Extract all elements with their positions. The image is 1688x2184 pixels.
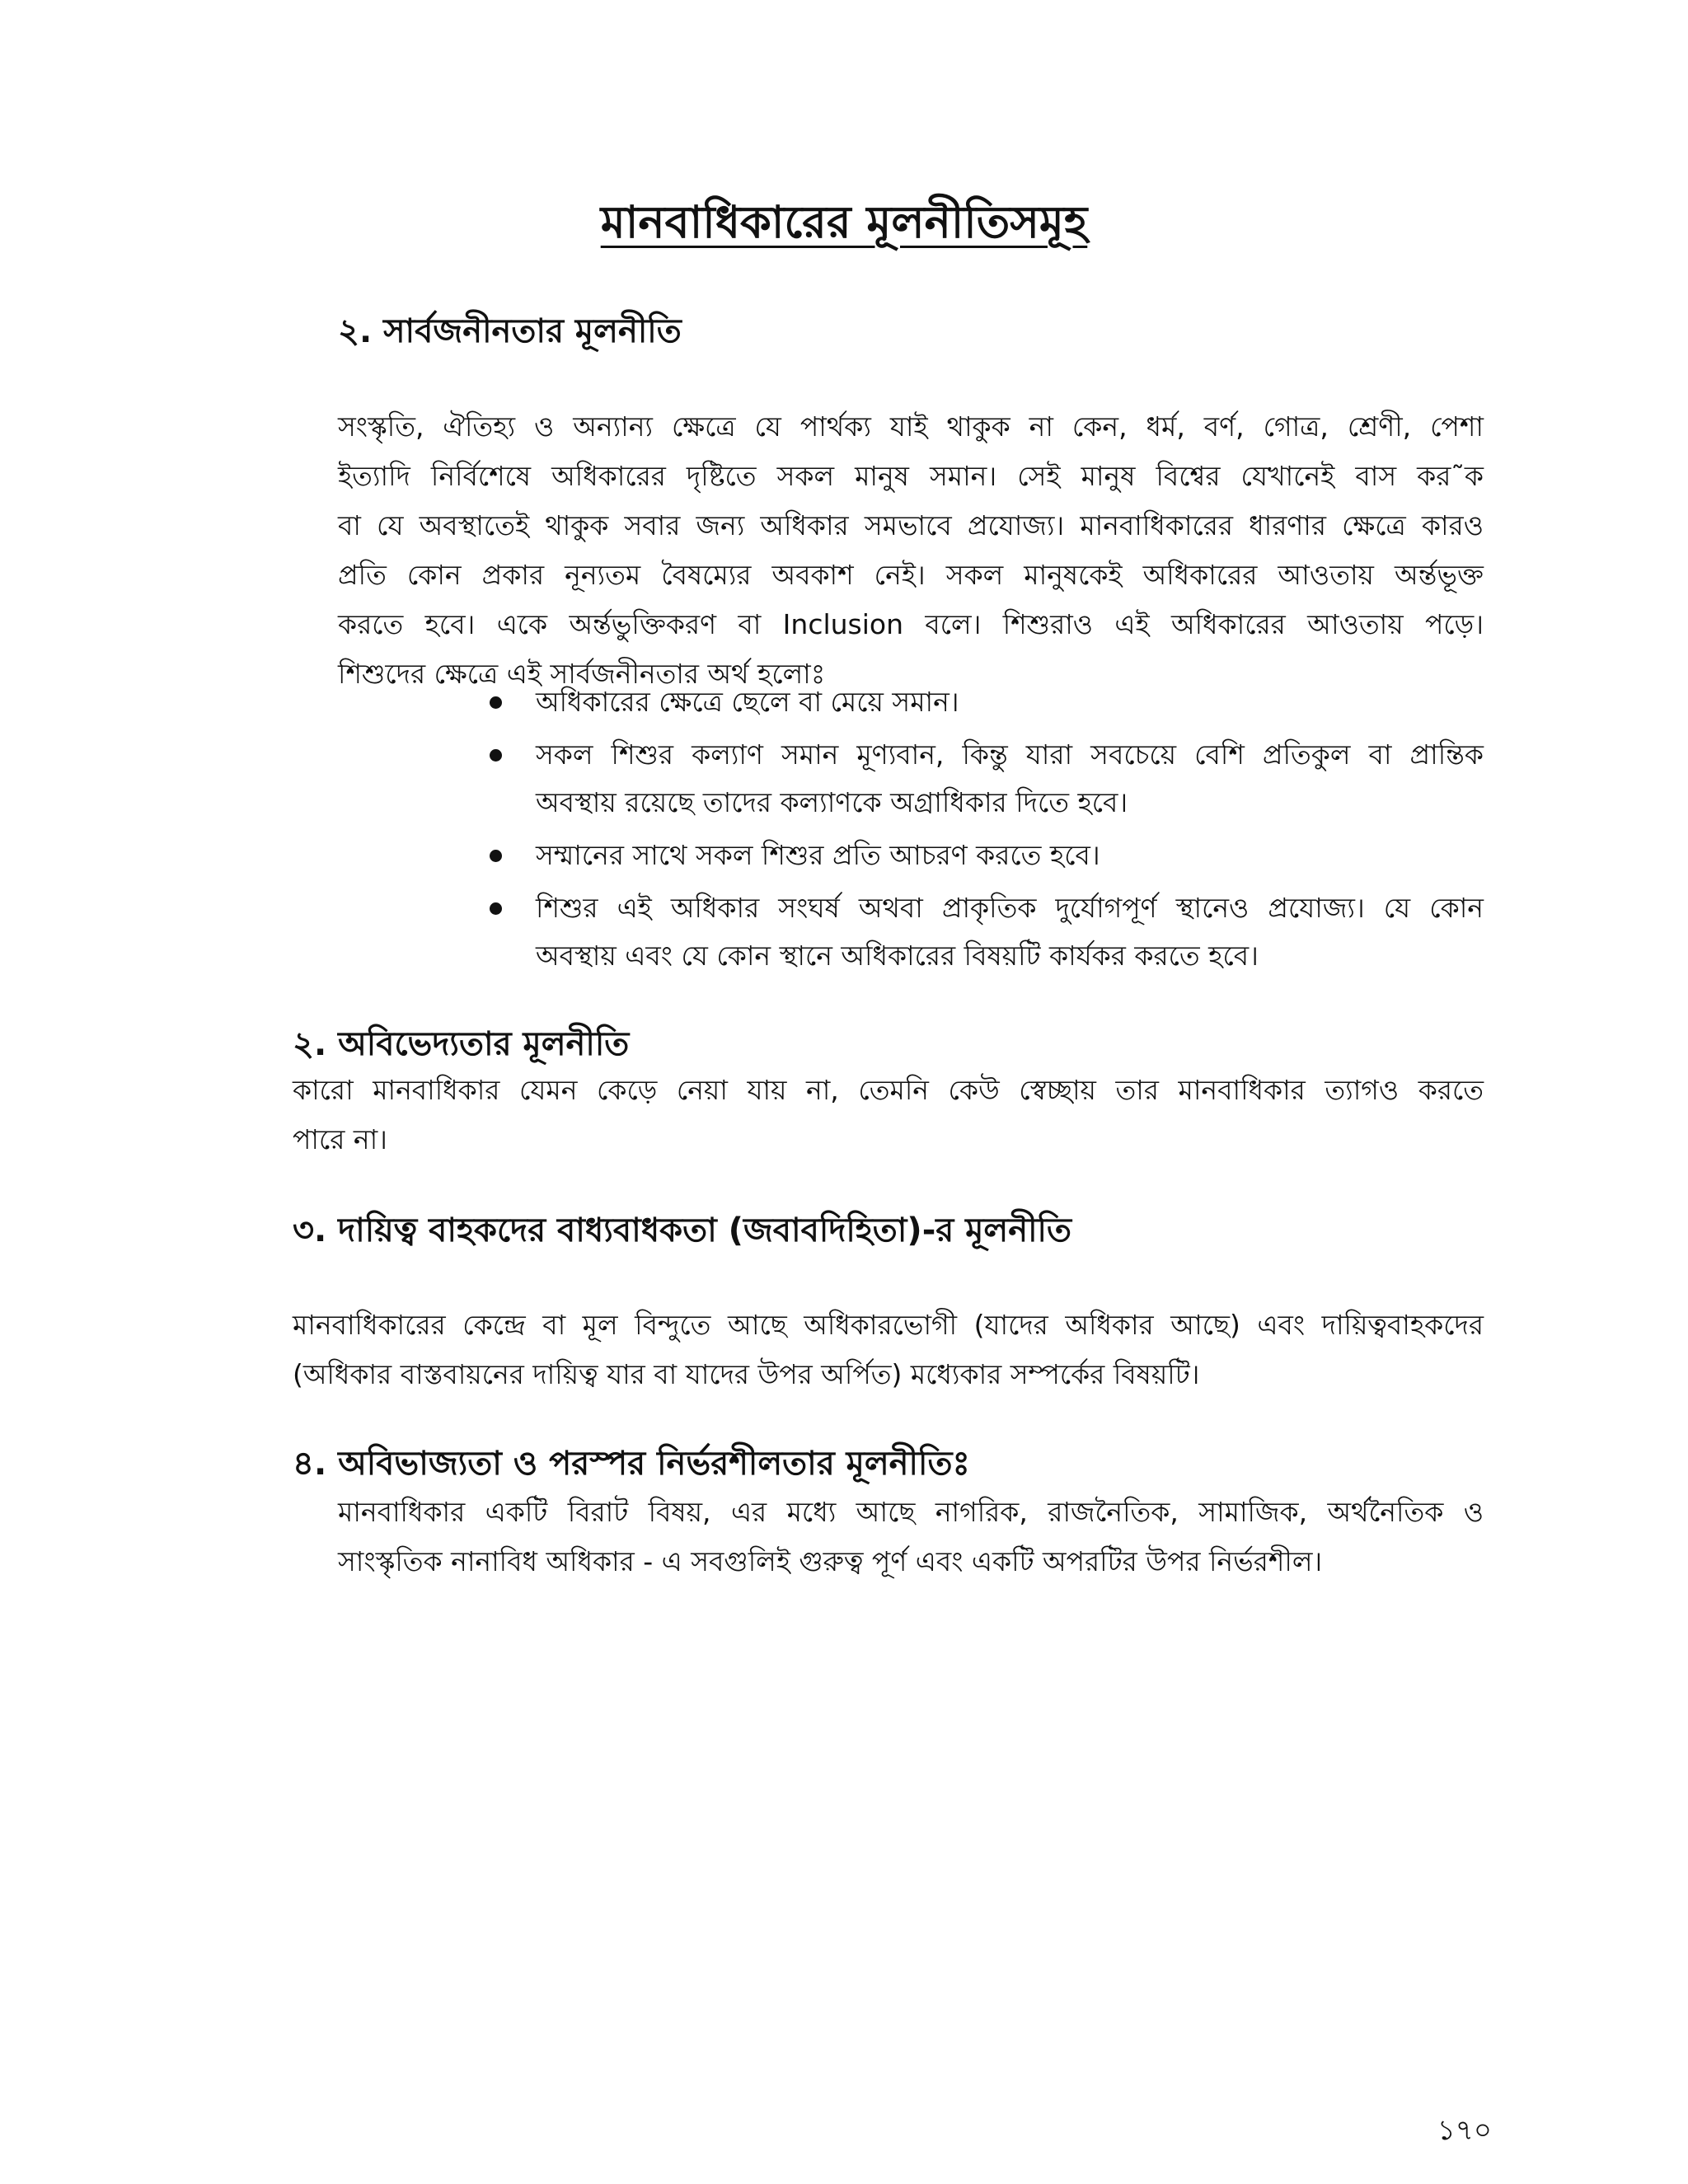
paragraph-line: মানবাধিকারের কেন্দ্রে বা মূল বিন্দুতে আছে অধিকারভোগী (যাদের অধিকার আছে) এবং দায়িত্ববাহকদের: [293, 1309, 1484, 1341]
bullet-icon: [490, 696, 502, 709]
paragraph-line: মানবাধিকার একটি বিরাট বিষয়, এর মধ্যে আছে নাগরিক, রাজনৈতিক, সামাজিক, অর্থনৈতিক ও: [338, 1496, 1484, 1528]
list-item-text: অবস্থায় রয়েছে তাদের কল্যাণকে অগ্রাধিকার দিতে হবে।: [536, 786, 1128, 818]
paragraph-line: সংস্কৃতি, ঐতিহ্য ও অন্যান্য ক্ষেত্রে যে পার্থক্য যাই থাকুক না কেন, ধর্ম, বর্ণ, গোত্র, শ্রেণী, পেশা: [338, 410, 1484, 443]
bullet-icon: [490, 850, 502, 862]
list-item: [486, 678, 1484, 726]
bullet-icon: [490, 749, 502, 762]
paragraph-line: বা যে অবস্থাতেই থাকুক সবার জন্য অধিকার সমভাবে প্রযোজ্য। মানবাধিকারের ধারণার ক্ষেত্রে কারও: [338, 509, 1484, 541]
bullet-list: [486, 678, 1484, 985]
list-item-text: সম্মানের সাথে সকল শিশুর প্রতি আচরণ করতে হবে।: [536, 839, 1100, 871]
list-item: [486, 884, 1484, 980]
list-item-text: অধিকারের ক্ষেত্রে ছেলে বা মেয়ে সমান।: [536, 686, 959, 718]
list-item-text: সকল শিশুর কল্যাণ সমান মূণ্যবান, কিন্তু যারা সবচেয়ে বেশি প্রতিকুল বা প্রান্তিক: [536, 738, 1484, 771]
section-paragraph-universality: [338, 402, 1484, 699]
page-title: মানবাধিকারের মূলনীতিসমূহ: [600, 196, 1088, 248]
section-heading-universality: ২. সার্বজনীনতার মূলনীতি: [338, 312, 682, 350]
section-heading-accountability: ৩. দায়িত্ব বাহকদের বাধ্যবাধকতা (জবাবদিহিতা)-র মূলনীতি: [293, 1212, 1072, 1249]
list-item: [486, 731, 1484, 827]
paragraph-line: শিশুদের ক্ষেত্রে এই সার্বজনীনতার অর্থ হলোঃ: [338, 658, 826, 690]
paragraph-line: (অধিকার বাস্তবায়নের দায়িত্ব যার বা যাদের উপর অর্পিত) মধ্যেকার সম্পর্কের বিষয়টি।: [293, 1358, 1200, 1390]
paragraph-line: কারো মানবাধিকার যেমন কেড়ে নেয়া যায় না, তেমনি কেউ স্বেচ্ছায় তার মানবাধিকার ত্যাগও করতে: [293, 1074, 1484, 1106]
paragraph-line: সাংস্কৃতিক নানাবিধ অধিকার - এ সবগুলিই গুরুত্ব পূর্ণ এবং একটি অপরটির উপর নির্ভরশীল।: [338, 1545, 1323, 1577]
list-item-text: অবস্থায় এবং যে কোন স্থানে অধিকারের বিষয়টি কার্যকর করতে হবে।: [536, 940, 1259, 972]
page-number: ১৭০: [1437, 2114, 1492, 2147]
paragraph-line: পারে না।: [293, 1123, 387, 1155]
section-paragraph-interdependence: [338, 1488, 1484, 1586]
section-paragraph-accountability: [293, 1301, 1484, 1399]
paragraph-line: প্রতি কোন প্রকার নূন্যতম বৈষম্যের অবকাশ নেই। সকল মানুষকেই অধিকারের আওতায় অর্ন্তভূক্ত: [338, 559, 1484, 591]
list-item: [486, 832, 1484, 879]
section-paragraph-indivisibility: [293, 1066, 1484, 1165]
bullet-icon: [490, 902, 502, 915]
list-item-text: শিশুর এই অধিকার সংঘর্ষ অথবা প্রাকৃতিক দুর্যোগপূর্ণ স্থানেও প্রযোজ্য। যে কোন: [536, 892, 1484, 924]
section-heading-indivisibility: ২. অবিভেদ্যতার মূলনীতি: [293, 1025, 630, 1063]
section-heading-interdependence: ৪. অবিভাজ্যতা ও পরস্পর নির্ভরশীলতার মূলনীতিঃ: [293, 1445, 970, 1483]
paragraph-line: করতে হবে। একে অর্ন্তভুক্তিকরণ বা Inclusion বলে। শিশুরাও এই অধিকারের আওতায় পড়ে।: [338, 608, 1484, 640]
paragraph-line: ইত্যাদি নির্বিশেষে অধিকারের দৃষ্টিতে সকল মানুষ সমান। সেই মানুষ বিশ্বের যেখানেই বাস কর˜ক: [338, 460, 1484, 492]
